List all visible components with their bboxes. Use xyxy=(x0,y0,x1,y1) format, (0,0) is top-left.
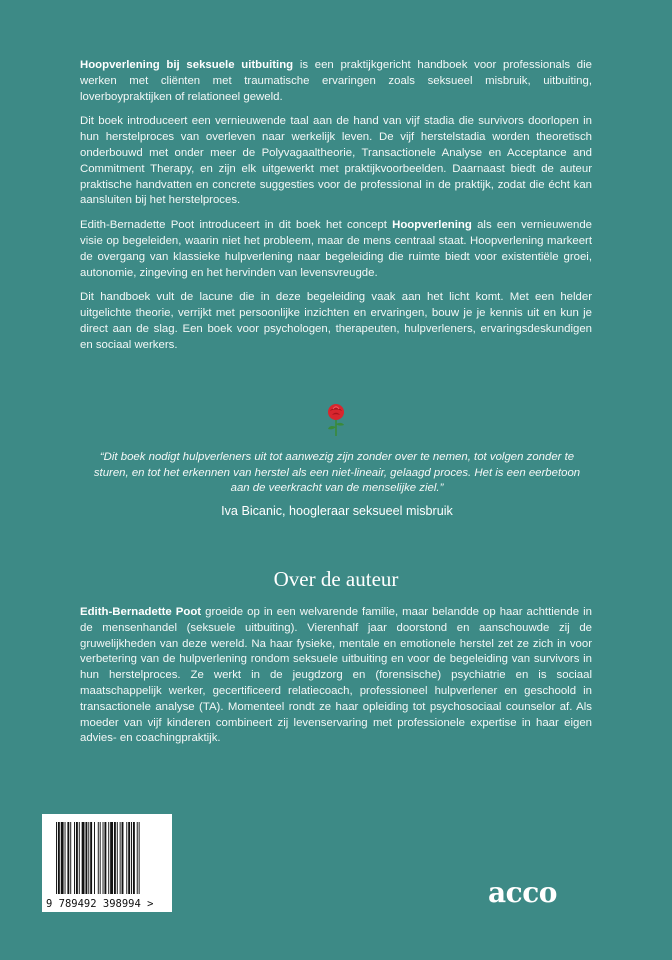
barcode-bar xyxy=(70,822,71,894)
book-title-inline: Hoopverlening bij seksuele uitbuiting xyxy=(80,59,294,71)
intro-paragraph-2: Dit boek introduceert een vernieuwende taal aan de hand van vijf stadia die survivors doorlopen in hun herstelproces van overleven naar werkelijk leven. De vijf herstelstadia worden theoretisch onderbouwd met onder meer de Polyvagaaltheorie, Transactionele Analyse en Acceptance and Commitment Therapy, en zijn elk uitgewerkt met praktijkvoorbeelden. Daarnaast biedt de auteur praktische handvatten en concrete suggesties voor de professional in de praktijk, zodat die écht kan aansluiten bij het herstelproces. xyxy=(80,115,592,207)
barcode-bar xyxy=(133,822,135,894)
author-name: Edith-Bernadette Poot xyxy=(80,606,202,618)
testimonial-attribution xyxy=(92,504,582,518)
intro-paragraph-1-text: is een praktijkgericht handboek voor professionals die werken met cliënten met traumatische ervaringen zoals seksueel misbruik, uitbuiting, loverboypraktijken of relationeel geweld. xyxy=(80,59,592,103)
barcode-bar xyxy=(58,822,60,894)
barcode-bar xyxy=(137,822,138,894)
testimonial-author: Iva Bicanic xyxy=(221,503,283,518)
intro-paragraph-3 xyxy=(80,218,592,281)
about-author-section xyxy=(80,605,592,756)
testimonial-quote: “Dit boek nodigt hulpverleners uit tot aanwezig zijn zonder over te nemen, tot volgen zonder te sturen, en tot het erkennen van herstel als een niet-lineair, gelaagd proces. Het is een eerbetoon aan de veerkracht van de menselijke ziel.” xyxy=(93,451,581,495)
intro-paragraph-1 xyxy=(80,58,592,105)
barcode-bar xyxy=(128,822,130,894)
barcode-bar xyxy=(82,822,85,894)
barcode-bar xyxy=(56,822,57,894)
barcode-bar xyxy=(114,822,116,894)
barcode-bar xyxy=(76,822,78,894)
barcode-bar xyxy=(85,822,87,894)
barcode-bar xyxy=(120,822,121,894)
barcode-bar xyxy=(139,822,140,894)
author-bio-text: groeide op in een welvarende familie, maar belandde op haar achttiende in de mensenhandel (seksuele uitbuiting). Vierenhalf jaar doorstond en aanschouwde zij de gruwelijkheden van deze wereld. Na haar fysieke, mentale en emotionele herstel zet ze zich in voor verbetering van de hulpverlening rondom seksuele uitbuiting en voor de begeleiding van survivors in hun herstelproces. Ze werkt in de jeugdzorg en (forensische) psychiatrie en is sociaal maatschappelijk werker, gecertificeerd relatiecoach, professioneel hulpverlener en geschoold in transactionele analyse (TA). Momenteel rondt ze haar opleiding tot psychosociaal counselor af. Als moeder van vijf kinderen combineert zij levenservaring met professionele expertise in haar eigen advies- en coachingpraktijk. xyxy=(80,606,592,745)
barcode-bar xyxy=(67,822,69,894)
barcode-bar xyxy=(90,822,92,894)
testimonial-role: , hoogleraar seksueel misbruik xyxy=(282,503,453,518)
barcode-bar xyxy=(61,822,64,894)
barcode-bar xyxy=(88,822,89,894)
isbn-digits: 9 789492 398994 > xyxy=(46,898,154,910)
barcode-bar xyxy=(74,822,75,894)
intro-paragraph-3-before: Edith-Bernadette Poot introduceert in dit boek het concept xyxy=(80,219,393,232)
barcode-bar xyxy=(110,822,113,894)
barcode-bar xyxy=(103,822,104,894)
about-author-heading: Over de auteur xyxy=(273,567,399,591)
barcode-bars xyxy=(42,814,172,912)
barcode-bar xyxy=(100,822,101,894)
intro-paragraph-4: Dit handboek vult de lacune die in deze begeleiding vaak aan het licht komt. Met een helder uitgelichte theorie, verrijkt met persoonlijke inzichten en ervaringen, bouw je je kennis uit en kun je direct aan de slag. Een boek voor psychologen, therapeuten, hulpverleners, ervaringsdeskundigen en sociaal werkers. xyxy=(80,291,592,351)
barcode-bar xyxy=(131,822,132,894)
barcode-bar xyxy=(117,822,118,894)
barcode-bar xyxy=(79,822,80,894)
publisher-logo: acco xyxy=(488,876,557,909)
barcode-bar xyxy=(98,822,99,894)
barcode-bar xyxy=(65,822,66,894)
isbn-barcode xyxy=(42,814,172,912)
barcode-bar xyxy=(108,822,109,894)
concept-name: Hoopverlening xyxy=(392,219,472,232)
blurb-section xyxy=(80,58,592,363)
barcode-bar xyxy=(122,822,124,894)
barcode-bar xyxy=(94,822,95,894)
barcode-bar xyxy=(126,822,127,894)
intro-paragraph-3-after: als een vernieuwende visie op begeleiden, waarin niet het probleem, maar de mens centraal staat. Hoopverlening markeert de overgang van klassieke hulpverlening naar begeleiding die ruimte biedt voor existentiële groei, autonomie, zingeving en het hervinden van levensvreugde. xyxy=(80,219,592,279)
testimonial xyxy=(92,450,582,518)
rose-icon xyxy=(323,403,349,437)
author-bio xyxy=(80,605,592,747)
barcode-bar xyxy=(104,822,106,894)
